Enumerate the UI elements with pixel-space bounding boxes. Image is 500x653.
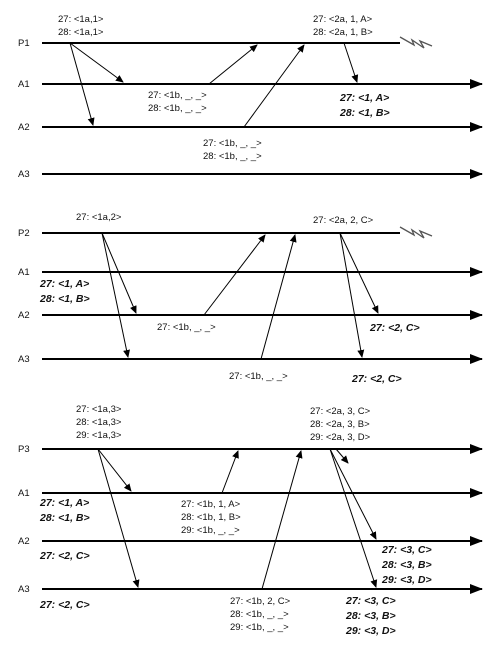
panel-1	[18, 14, 482, 180]
promise-note: 27: <1b, 1, A>	[181, 499, 241, 510]
promise-note: 28: <1b, 1, B>	[181, 512, 241, 523]
panel-2	[18, 212, 482, 385]
timeline-label-p1: P1	[18, 38, 30, 49]
crash-icon	[400, 37, 432, 48]
timeline-label-a2: A2	[18, 536, 30, 547]
prior-accepted-value: 27: <2, C>	[40, 550, 90, 562]
accept-note: 27: <2a, 2, C>	[313, 215, 374, 226]
timeline-label-a1: A1	[18, 79, 30, 90]
accepted-value: 28: <3, B>	[382, 559, 432, 571]
promise-note: 28: <1b, _, _>	[230, 609, 289, 620]
accepted-value: 27: <1, A>	[340, 92, 390, 104]
prepare-note: 28: <1a,1>	[58, 27, 104, 38]
prepare-note: 27: <1a,1>	[58, 14, 104, 25]
accepted-value: 28: <3, B>	[346, 610, 396, 622]
promise-arrow	[204, 235, 265, 315]
accept-arrow	[336, 449, 348, 463]
crash-icon	[400, 227, 432, 238]
promise-note: 27: <1b, 2, C>	[230, 596, 291, 607]
accept-note: 28: <2a, 1, B>	[313, 27, 373, 38]
accept-note: 27: <2a, 3, C>	[310, 406, 371, 417]
accept-arrow	[340, 233, 362, 357]
prior-accepted-value: 27: <1, A>	[40, 497, 90, 509]
accept-note: 28: <2a, 3, B>	[310, 419, 370, 430]
prepare-note: 28: <1a,3>	[76, 417, 122, 428]
accepted-value: 28: <1, B>	[340, 107, 390, 119]
promise-note: 27: <1b, _, _>	[157, 322, 216, 333]
accepted-value: 27: <2, C>	[352, 373, 402, 385]
promise-arrow	[244, 45, 304, 127]
promise-arrow	[262, 451, 301, 589]
prepare-note: 27: <1a,3>	[76, 404, 122, 415]
prior-accepted-value: 28: <1, B>	[40, 512, 90, 524]
prior-accepted-value: 27: <1, A>	[40, 278, 90, 290]
prepare-note: 29: <1a,3>	[76, 430, 122, 441]
promise-note: 28: <1b, _, _>	[148, 103, 207, 114]
accept-note: 29: <2a, 3, D>	[310, 432, 371, 443]
panel-3	[18, 404, 482, 637]
accepted-value: 29: <3, D>	[382, 574, 432, 586]
promise-note: 28: <1b, _, _>	[203, 151, 262, 162]
promise-note: 29: <1b, _, _>	[230, 622, 289, 633]
accepted-value: 29: <3, D>	[346, 625, 396, 637]
timeline-label-a3: A3	[18, 354, 30, 365]
prior-accepted-value: 27: <2, C>	[40, 599, 90, 611]
accepted-value: 27: <2, C>	[370, 322, 420, 334]
promise-note: 29: <1b, _, _>	[181, 525, 240, 536]
promise-arrow	[261, 235, 295, 359]
timeline-label-a3: A3	[18, 584, 30, 595]
prepare-arrow	[98, 449, 138, 587]
promise-note: 27: <1b, _, _>	[229, 371, 288, 382]
timeline-label-a1: A1	[18, 267, 30, 278]
accept-arrow	[344, 43, 357, 82]
promise-note: 27: <1b, _, _>	[148, 90, 207, 101]
prepare-arrow	[102, 233, 128, 357]
timeline-label-a2: A2	[18, 122, 30, 133]
accepted-value: 27: <3, C>	[346, 595, 396, 607]
accept-note: 27: <2a, 1, A>	[313, 14, 373, 25]
accept-arrow	[330, 449, 376, 587]
promise-arrow	[222, 451, 238, 493]
accepted-value: 27: <3, C>	[382, 544, 432, 556]
prior-accepted-value: 28: <1, B>	[40, 293, 90, 305]
promise-arrow	[209, 45, 257, 84]
timeline-label-p2: P2	[18, 228, 30, 239]
timeline-label-a3: A3	[18, 169, 30, 180]
prepare-arrow	[98, 449, 131, 491]
timeline-label-a1: A1	[18, 488, 30, 499]
promise-note: 27: <1b, _, _>	[203, 138, 262, 149]
timeline-label-a2: A2	[18, 310, 30, 321]
prepare-arrow	[70, 43, 123, 82]
prepare-note: 27: <1a,2>	[76, 212, 122, 223]
timeline-label-p3: P3	[18, 444, 30, 455]
